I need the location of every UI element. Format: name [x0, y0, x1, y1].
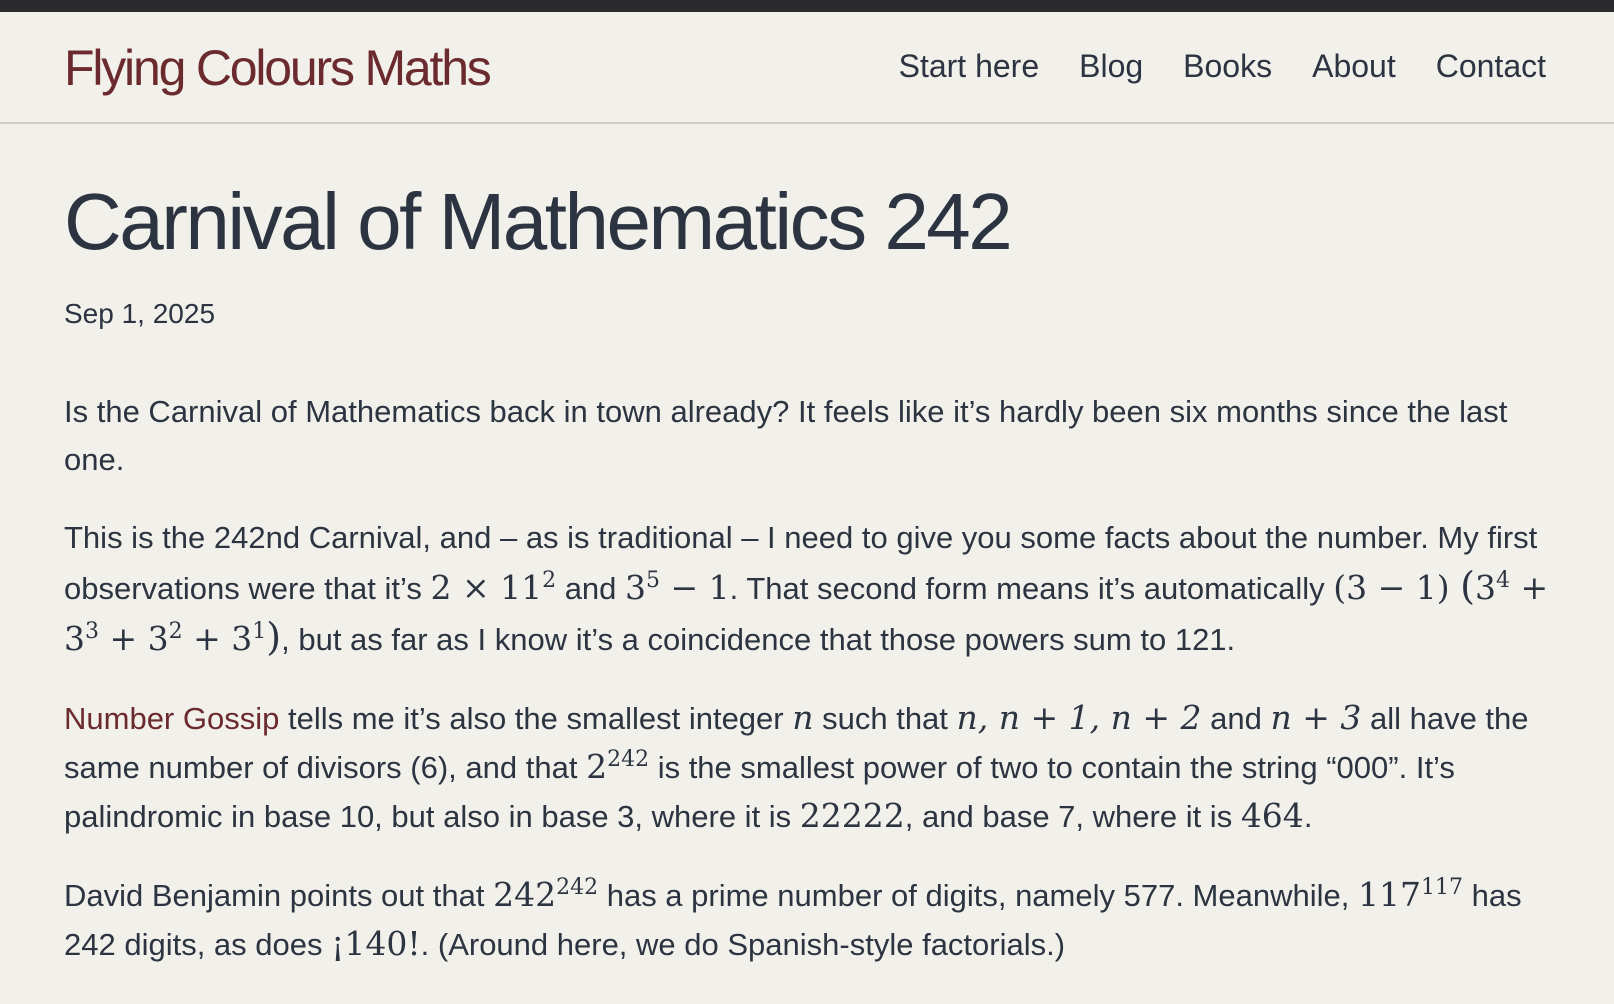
math-base: 3	[625, 568, 647, 607]
nav-books[interactable]: Books	[1183, 48, 1273, 84]
math-expression	[1358, 875, 1463, 914]
math-base: + 3	[64, 568, 1549, 658]
post-article	[64, 124, 1564, 999]
paren-open: (	[1460, 564, 1475, 608]
text-span: This is the 242nd Carnival, and – as is traditional – I need to give you some facts about the number. My first observations were that it’s	[64, 520, 1538, 606]
math-expression	[1270, 698, 1361, 737]
math-base: + 3	[182, 619, 253, 658]
math-expression	[493, 875, 598, 914]
main-nav	[899, 46, 1546, 88]
text-span: , but as far as I know it’s a coincidence that those powers sum to 121.	[281, 622, 1236, 657]
math-base: 2 × 11	[430, 568, 543, 607]
paragraph-intro: Is the Carnival of Mathematics back in town already? It feels like it’s hardly been six months since the last one.	[64, 394, 1508, 477]
paragraph-number-gossip	[64, 694, 1564, 841]
math-base: 2	[586, 747, 608, 786]
math-expression	[792, 698, 813, 737]
math-base: + 3	[99, 619, 169, 658]
math-base: 3	[1475, 568, 1496, 607]
nav-about[interactable]: About	[1312, 48, 1396, 84]
site-title-link[interactable]: Flying Colours Maths	[64, 40, 490, 96]
math-term: (3 − 1)	[1333, 568, 1461, 607]
paragraph-digits	[64, 871, 1564, 969]
text-span: is the smallest power of two to contain the string “000”. It’s palindromic in base 10, but also in base 3, where it is	[64, 750, 1455, 834]
math-expression	[625, 568, 730, 607]
math-expression: 22222	[799, 796, 905, 835]
text-span: .	[1303, 799, 1313, 834]
text-span: David Benjamin points out that	[64, 878, 494, 913]
math-exponent: 3	[85, 619, 99, 644]
text-span: , and base 7, where it is	[904, 799, 1241, 834]
math-expression: 464	[1240, 796, 1304, 835]
text-span: has a prime number of digits, namely 577. Meanwhile,	[598, 878, 1358, 913]
math-exponent: 4	[1496, 568, 1510, 593]
nav-start-here[interactable]: Start here	[898, 48, 1040, 84]
paragraph-facts	[64, 514, 1564, 664]
math-term: − 1	[660, 568, 730, 607]
math-exponent: 2	[168, 619, 183, 644]
math-exponent: 242	[556, 875, 599, 900]
post-date: Sep 1, 2025	[64, 298, 216, 329]
text-span: and	[1201, 701, 1271, 736]
math-exponent: 242	[607, 747, 650, 772]
math-base: 117	[1357, 875, 1421, 914]
text-span: and	[556, 571, 626, 606]
nav-blog[interactable]: Blog	[1079, 48, 1144, 84]
text-span: . (Around here, we do Spanish-style factorials.)	[420, 927, 1066, 962]
math-variable-list: n, n + 1, n + 2	[956, 698, 1202, 737]
math-exponent: 117	[1420, 875, 1463, 900]
math-exponent: 5	[646, 568, 661, 593]
math-variable-list: n + 3	[1270, 698, 1362, 737]
text-span: tells me it’s also the smallest integer	[279, 701, 793, 736]
math-exponent: 1	[252, 619, 267, 644]
text-span: has 242 digits, as does	[64, 878, 1522, 962]
text-span: such that	[813, 701, 957, 736]
text-span: all have the same number of divisors (6), and that	[64, 701, 1529, 785]
math-exponent: 2	[542, 568, 557, 593]
nav-contact[interactable]: Contact	[1435, 48, 1546, 84]
post-title: Carnival of Mathematics 242	[64, 177, 1011, 266]
top-accent-bar	[0, 0, 1614, 12]
math-expression	[957, 698, 1202, 737]
number-gossip-link[interactable]: Number Gossip	[64, 701, 280, 736]
math-expression	[430, 568, 556, 607]
math-expression: ¡140!	[331, 924, 421, 963]
text-span: . That second form means it’s automatically	[729, 571, 1334, 606]
math-variable: n	[792, 698, 814, 737]
math-base: 242	[493, 875, 557, 914]
math-expression	[586, 747, 649, 786]
post-content	[64, 388, 1564, 969]
site-header	[0, 12, 1614, 124]
paren-close: )	[266, 615, 282, 659]
